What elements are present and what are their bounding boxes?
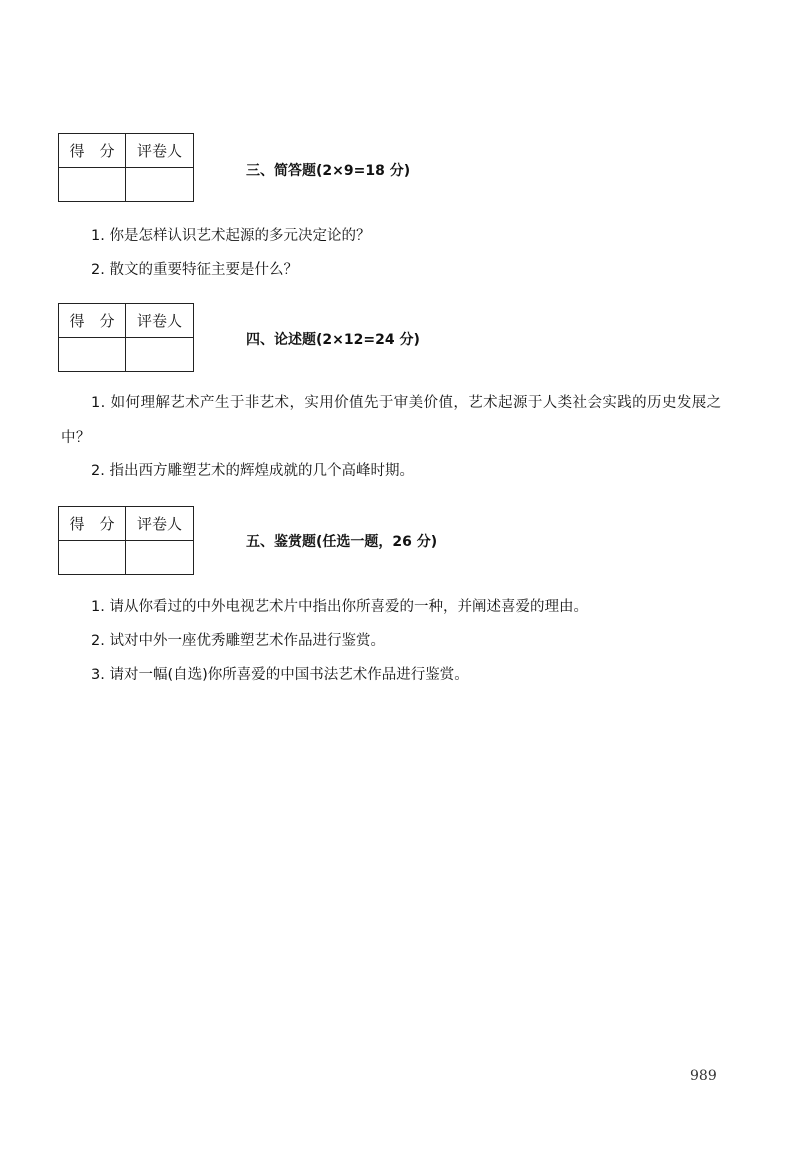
question-item: 3. 请对一幅(自选)你所喜爱的中国书法艺术作品进行鉴赏。 bbox=[91, 667, 469, 683]
score-label: 得 分 bbox=[59, 134, 126, 168]
section-title: 四、论述题(2×12=24 分) bbox=[246, 332, 420, 348]
score-cell bbox=[59, 541, 126, 575]
page-number: 989 bbox=[690, 1068, 717, 1084]
grader-label: 评卷人 bbox=[126, 304, 194, 338]
section-title: 五、鉴赏题(任选一题，26 分) bbox=[246, 534, 438, 550]
grader-label: 评卷人 bbox=[126, 507, 194, 541]
score-table bbox=[58, 506, 194, 575]
question-item: 1. 你是怎样认识艺术起源的多元决定论的？ bbox=[91, 228, 371, 244]
grader-cell bbox=[126, 168, 194, 202]
section-title: 三、简答题(2×9=18 分) bbox=[246, 163, 411, 179]
score-label: 得 分 bbox=[59, 304, 126, 338]
score-cell bbox=[59, 338, 126, 372]
question-item: 2. 试对中外一座优秀雕塑艺术作品进行鉴赏。 bbox=[91, 633, 385, 649]
question-item: 1. 请从你看过的中外电视艺术片中指出你所喜爱的一种，并阐述喜爱的理由。 bbox=[91, 599, 588, 615]
grader-label: 评卷人 bbox=[126, 134, 194, 168]
score-table bbox=[58, 133, 194, 202]
question-item: 1. 如何理解艺术产生于非艺术，实用价值先于审美价值，艺术起源于人类社会实践的历史发展之中？ bbox=[61, 395, 722, 446]
grader-cell bbox=[126, 338, 194, 372]
score-label: 得 分 bbox=[59, 507, 126, 541]
question-item: 2. 散文的重要特征主要是什么？ bbox=[91, 262, 298, 278]
score-table bbox=[58, 303, 194, 372]
question-item: 2. 指出西方雕塑艺术的辉煌成就的几个高峰时期。 bbox=[91, 463, 414, 479]
score-cell bbox=[59, 168, 126, 202]
grader-cell bbox=[126, 541, 194, 575]
